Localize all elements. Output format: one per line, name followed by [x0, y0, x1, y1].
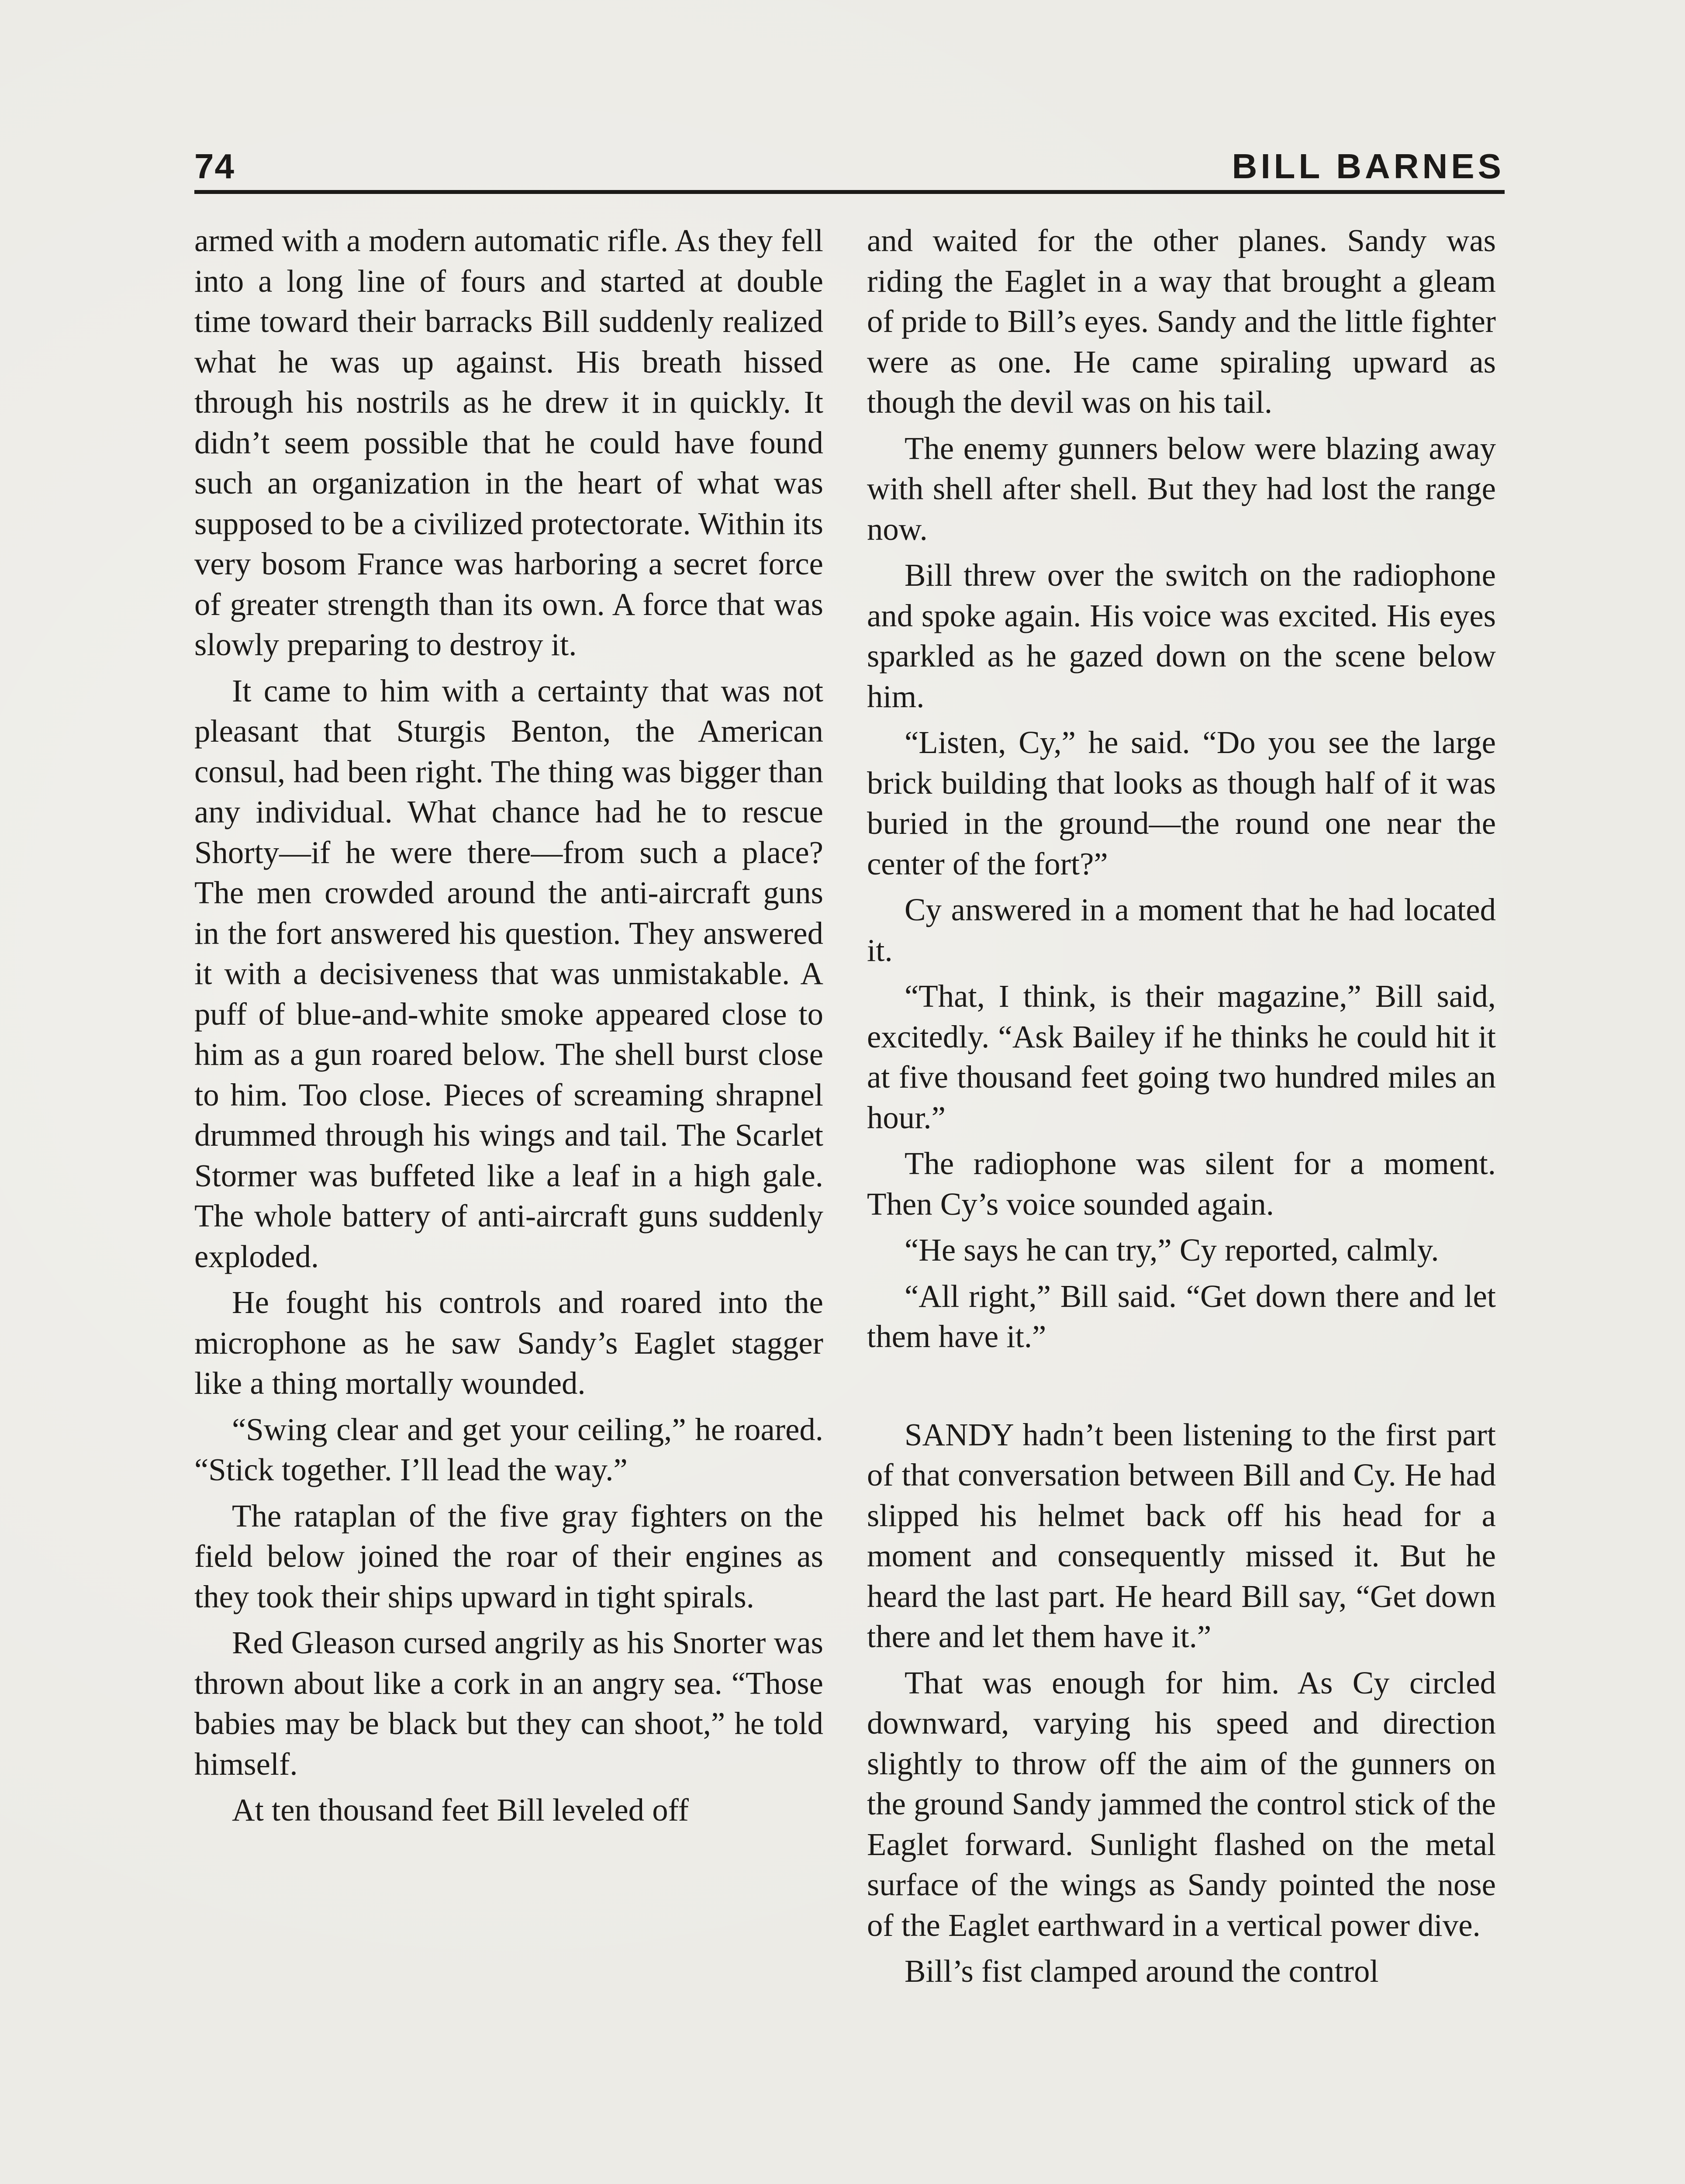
- paragraph: armed with a modern automatic rifle. As they fell into a long line of fours and started at double time toward their barracks Bill suddenly realized what he was up against. His breath hissed through his nostrils as he drew it in quickly. It didn’t seem possible that he could have found such an organization in the heart of what was supposed to be a civilized protectorate. Within its very bosom France was harboring a secret force of greater strength than its own. A force that was slowly preparing to destroy it.: [194, 223, 823, 662]
- page-number: 74: [194, 147, 235, 186]
- left-text-column: [194, 221, 823, 1836]
- paragraph: Cy answered in a moment that he had located it.: [867, 892, 1496, 968]
- section-opening-paragraph: SANDY hadn’t been listening to the first part of that conversation between Bill and Cy. He had slipped his helmet back off his head for a moment and consequently missed it. But he heard the last part. He heard Bill say, “Get down there and let them have it.”: [867, 1417, 1496, 1654]
- paragraph: The rataplan of the five gray fighters on the field below joined the roar of their engines as they took their ships upward in tight spirals.: [194, 1498, 823, 1614]
- paragraph: At ten thousand feet Bill leveled off: [232, 1792, 689, 1828]
- running-title: BILL BARNES: [1232, 147, 1505, 186]
- paragraph: “All right,” Bill said. “Get down there and let them have it.”: [867, 1278, 1496, 1354]
- paragraph: Red Gleason cursed angrily as his Snorter was thrown about like a cork in an angry sea. “Those babies may be black but they can shoot,” he told himself.: [194, 1625, 823, 1782]
- paragraph: “He says he can try,” Cy reported, calmly.: [905, 1232, 1439, 1268]
- paragraph: That was enough for him. As Cy circled downward, varying his speed and direction slightly to throw off the aim of the gunners on the ground Sandy jammed the control stick of the Eaglet forward. Sunlight flashed on the metal surface of the wings as Sandy pointed the nose of the Eaglet earthward in a vertical power dive.: [867, 1665, 1496, 1943]
- paragraph: and waited for the other planes. Sandy was riding the Eaglet in a way that brought a gleam of pride to Bill’s eyes. Sandy and the little fighter were as one. He came spiraling upward as though the devil was on his tail.: [867, 223, 1496, 420]
- paragraph: The radiophone was silent for a moment. Then Cy’s voice sounded again.: [867, 1146, 1496, 1222]
- page-header: [194, 142, 1505, 194]
- paragraph: He fought his controls and roared into the microphone as he saw Sandy’s Eaglet stagger like a thing mortally wounded.: [194, 1285, 823, 1401]
- paragraph: “Swing clear and get your ceiling,” he roared. “Stick together. I’ll lead the way.”: [194, 1411, 823, 1487]
- paragraph: “Listen, Cy,” he said. “Do you see the large brick building that looks as though half of it was buried in the ground—the round one near the center of the fort?”: [867, 725, 1496, 881]
- paragraph: Bill’s fist clamped around the control: [905, 1953, 1379, 1989]
- paragraph: “That, I think, is their magazine,” Bill said, excitedly. “Ask Bailey if he thinks he could hit it at five thousand feet going two hundred miles an hour.”: [867, 978, 1496, 1135]
- paragraph: Bill threw over the switch on the radiophone and spoke again. His voice was excited. His eyes sparkled as he gazed down on the scene below him.: [867, 557, 1496, 714]
- paragraph: The enemy gunners below were blazing away with shell after shell. But they had lost the range now.: [867, 430, 1496, 547]
- paragraph: It came to him with a certainty that was not pleasant that Sturgis Benton, the American consul, had been right. The thing was bigger than any individual. What chance had he to rescue Shorty—if he were there—from such a place? The men crowded around the anti-aircraft guns in the fort answered his question. They answered it with a decisiveness that was unmistakable. A puff of blue-and-white smoke appeared close to him as a gun roared below. The shell burst close to him. Too close. Pieces of screaming shrapnel drummed through his wings and tail. The Scarlet Stormer was buffeted like a leaf in a high gale. The whole battery of anti-aircraft guns suddenly exploded.: [194, 673, 823, 1274]
- right-text-column: [867, 221, 1496, 1997]
